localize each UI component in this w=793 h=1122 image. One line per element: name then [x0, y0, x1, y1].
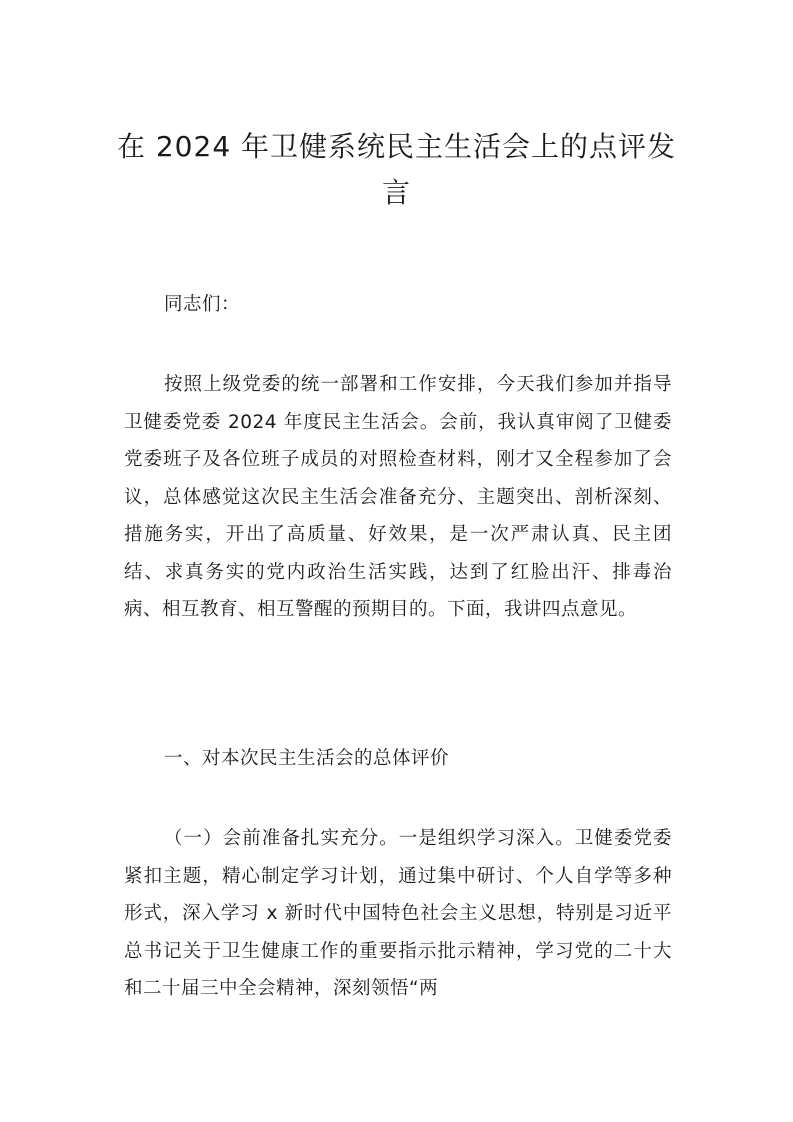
section-heading: 一、对本次民主生活会的总体评价 [164, 748, 450, 769]
subsection-paragraph: （一）会前准备扎实充分。一是组织学习深入。卫健委党委紧扣主题，精心制定学习计划，通过集中研讨、个人自学等多种形式，深入学习 x 新时代中国特色社会主义思想，特别是习近平总书记关于卫生健康工作的重要指示批示精神，学习党的二十大和二十届三中全会精神，深刻领悟“两 [124, 828, 672, 999]
title-line-1: 在 2024 年卫健系统民主生活会上的点评发 [116, 130, 677, 163]
title-line-2: 言 [381, 176, 411, 209]
greeting: 同志们： [164, 294, 241, 315]
document-title [110, 124, 683, 216]
intro-paragraph: 按照上级党委的统一部署和工作安排，今天我们参加并指导卫健委党委 2024 年度民主生活会。会前，我认真审阅了卫健委党委班子及各位班子成员的对照检查材料，刚才又全程参加了会议，总体感觉这次民主生活会准备充分、主题突出、剖析深刻、措施务实，开出了高质量、好效果，是一次严肃认真、民主团结、求真务实的党内政治生活实践，达到了红脸出汗、排毒治病、相互教育、相互警醒的预期目的。下面，我讲四点意见。 [124, 374, 672, 620]
